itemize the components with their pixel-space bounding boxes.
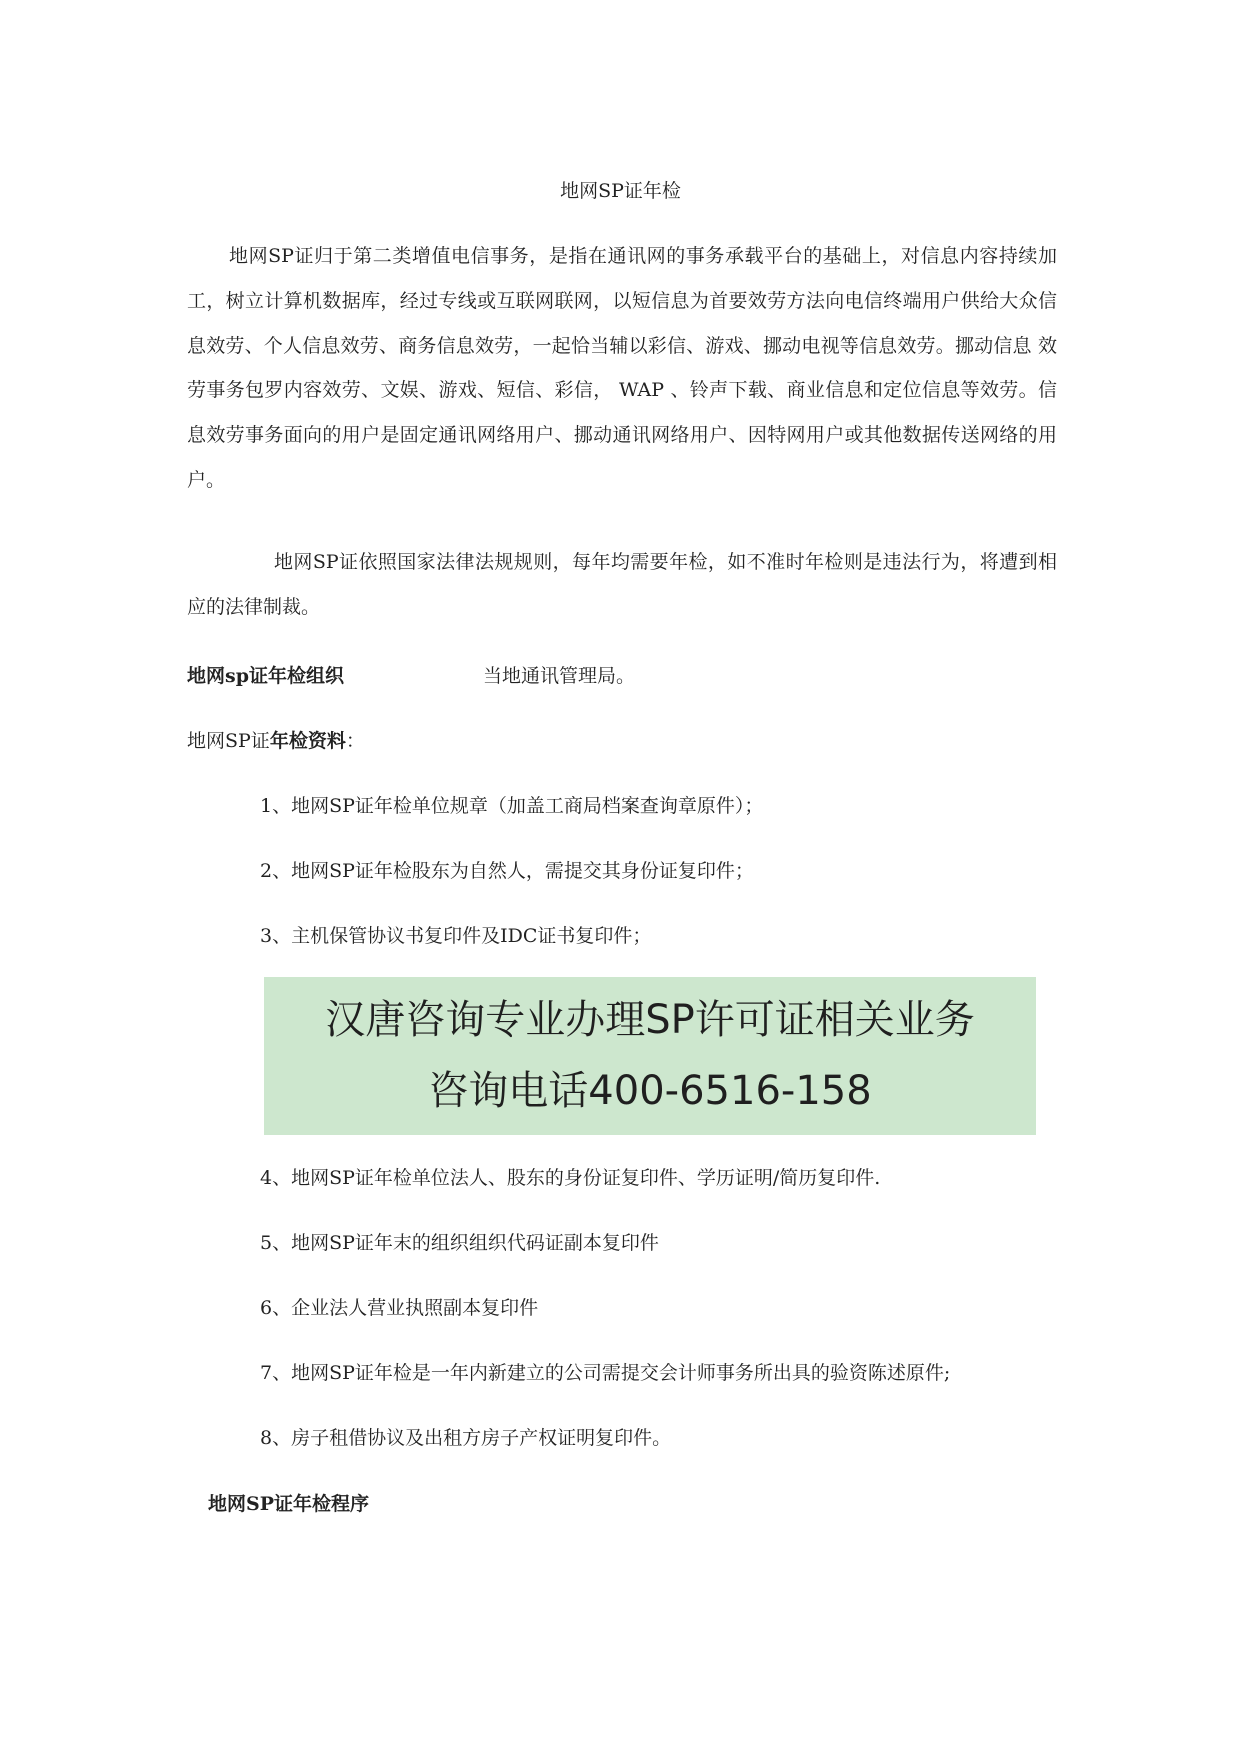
document-title: 地网SP证年检 <box>560 180 681 202</box>
material-item-3: 3、主机保管协议书复印件及IDC证书复印件； <box>260 925 652 947</box>
material-item-8: 8、房子租借协议及出租方房子产权证明复印件。 <box>260 1427 672 1449</box>
annual-inspection-paragraph: 地网SP证依照国家法律法规规则，每年均需要年检，如不准时年检则是违法行为，将遭到相应的法律制裁。 <box>187 551 1057 618</box>
banner-phone-line: 咨询电话400-6516-158 <box>428 1068 872 1114</box>
intro-paragraph: 地网SP证归于第二类增值电信事务，是指在通讯网的事务承载平台的基础上，对信息内容持续加工，树立计算机数据库，经过专线或互联网联网，以短信息为首要效劳方法向电信终端用户供给大众信息效劳、个人信息效劳、商务信息效劳，一起恰当辅以彩信、游戏、挪动电视等信息效劳。挪动信息 效劳事务包罗内容效劳、文娱、游戏、短信、彩信， WAP 、铃声下载、商业信息和定位信息等效劳。信息效劳事务面向的用户是固定通讯网络用户、挪动通讯网络用户、因特网用户或其他数据传送网络的用户。 <box>187 245 1057 491</box>
materials-heading-suffix: ： <box>345 730 365 752</box>
materials-heading-bold: 年检资料 <box>269 730 346 752</box>
materials-heading-prefix: 地网SP证 <box>187 730 270 752</box>
org-value: 当地通讯管理局。 <box>483 665 636 687</box>
material-item-1: 1、地网SP证年检单位规章（加盖工商局档案查询章原件）； <box>260 795 764 817</box>
procedure-heading: 地网SP证年检程序 <box>208 1493 370 1515</box>
material-item-2: 2、地网SP证年检股东为自然人，需提交其身份证复印件； <box>260 860 754 882</box>
material-item-6: 6、企业法人营业执照副本复印件 <box>260 1297 539 1319</box>
materials-heading <box>187 727 365 755</box>
material-item-4: 4、地网SP证年检单位法人、股东的身份证复印件、学历证明/简历复印件. <box>260 1167 881 1189</box>
banner-line-1: 汉唐咨询专业办理SP许可证相关业务 <box>325 997 975 1043</box>
material-item-5: 5、地网SP证年末的组织组织代码证副本复印件 <box>260 1232 659 1254</box>
consulting-banner <box>264 977 1036 1135</box>
material-item-7: 7、地网SP证年检是一年内新建立的公司需提交会计师事务所出具的验资陈述原件; <box>260 1362 951 1384</box>
org-label: 地网sp证年检组织 <box>187 665 344 687</box>
